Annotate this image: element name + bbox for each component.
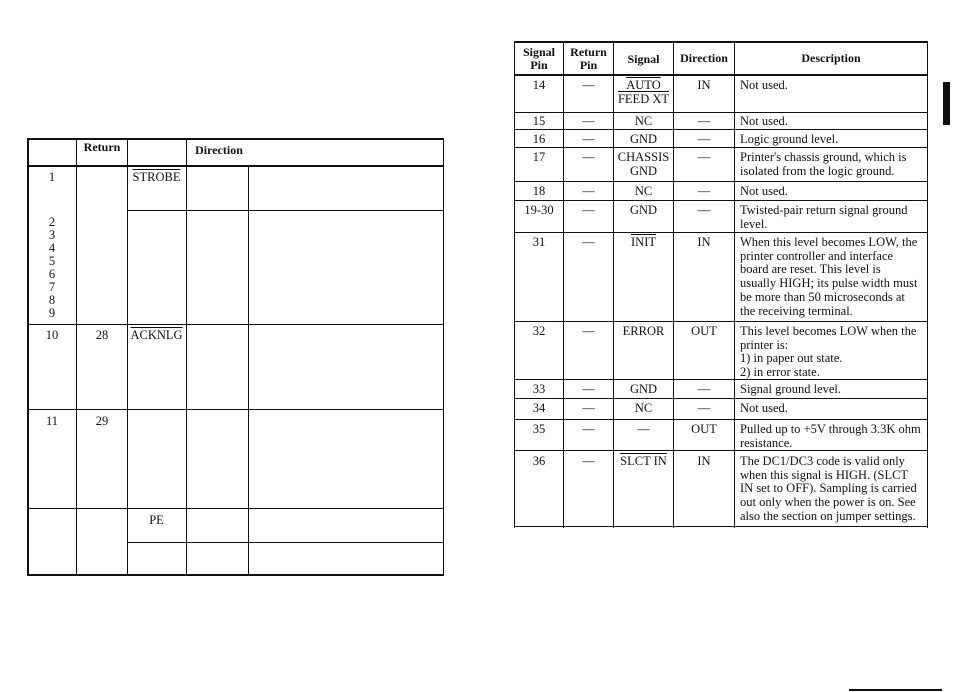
row-description-cell	[740, 383, 926, 397]
connector-pin-table	[514, 41, 928, 528]
description-line: Signal ground level.	[740, 382, 842, 396]
description-line: Not used.	[740, 184, 788, 198]
row-signal-cell	[614, 423, 673, 437]
description-line: resistance.	[740, 435, 793, 450]
footer-rule	[849, 689, 942, 691]
row-direction-cell: —	[697, 382, 711, 396]
row-description-cell	[740, 423, 926, 450]
row-pin-cell: 19-30	[524, 203, 554, 217]
row-description-cell	[740, 325, 926, 380]
row-signal-cell	[614, 402, 673, 416]
row-direction-cell: IN	[697, 454, 711, 468]
row-signal-cell	[614, 79, 673, 106]
signal-line: ERROR	[622, 324, 665, 338]
row-signal-cell	[614, 455, 673, 469]
header-signal: Signal	[627, 52, 660, 66]
description-line: the receiving terminal.	[740, 303, 853, 318]
row-pin-cell: 15	[532, 114, 546, 128]
signal-acknlg: ACKNLG	[130, 328, 183, 342]
signal-line: —	[637, 422, 650, 436]
row-pin-cell: 36	[532, 454, 546, 468]
description-line: When this level becomes LOW, the	[740, 235, 918, 249]
section-tab-marker	[943, 82, 950, 125]
signal-line: FEED XT	[617, 91, 670, 106]
signal-line: AUTO	[626, 78, 661, 92]
description-line: Not used.	[740, 401, 788, 415]
row-direction-cell: IN	[697, 235, 711, 249]
pin-4: 4	[48, 241, 56, 255]
pin-9: 9	[48, 306, 56, 320]
description-line: This level becomes LOW when the	[740, 324, 917, 338]
row-signal-cell	[614, 115, 673, 129]
signal-line: GND	[629, 132, 658, 146]
row-signal-cell	[614, 133, 673, 147]
signal-line: GND	[629, 382, 658, 396]
description-line: printer controller and interface	[740, 248, 894, 263]
signal-line: SLCT IN	[620, 454, 667, 468]
row-direction-cell: —	[697, 203, 711, 217]
description-line: isolated from the logic ground.	[740, 163, 895, 178]
header-description: Description	[801, 51, 861, 65]
row-pin-cell: 33	[532, 382, 546, 396]
row-return-cell: —	[582, 150, 595, 164]
description-line: be more than 50 microseconds at	[740, 289, 905, 304]
row-description-cell	[740, 455, 926, 524]
left-header-direction: Direction	[195, 143, 243, 157]
row-signal-cell	[614, 204, 673, 218]
row-direction-cell: —	[697, 184, 711, 198]
row-description-cell	[740, 402, 926, 416]
pin-6: 6	[48, 267, 56, 281]
pin-1: 1	[48, 170, 56, 184]
row-signal-cell	[614, 185, 673, 199]
description-line: out only when the power is on. See	[740, 495, 916, 510]
row-signal-cell	[614, 151, 673, 178]
row-return-cell: —	[582, 454, 595, 468]
return-28: 28	[95, 328, 109, 342]
description-line: Twisted-pair return signal ground	[740, 203, 908, 217]
return-29: 29	[95, 414, 109, 428]
row-return-cell: —	[582, 422, 595, 436]
row-description-cell	[740, 133, 926, 147]
signal-strobe: STROBE	[132, 170, 181, 184]
row-signal-cell	[614, 383, 673, 397]
signal-line: NC	[634, 184, 653, 198]
row-pin-cell: 17	[532, 150, 546, 164]
signal-line: GND	[629, 163, 658, 178]
description-line: Not used.	[740, 114, 788, 128]
pin-11: 11	[45, 414, 59, 428]
row-description-cell	[740, 79, 926, 93]
row-return-cell: —	[582, 132, 595, 146]
description-line: when this signal is HIGH. (SLCT	[740, 467, 909, 482]
pin-5: 5	[48, 254, 56, 268]
header-direction: Direction	[680, 51, 728, 65]
row-return-cell: —	[582, 401, 595, 415]
row-direction-cell: —	[697, 132, 711, 146]
row-description-cell	[740, 151, 926, 178]
row-direction-cell: —	[697, 401, 711, 415]
row-pin-cell: 18	[532, 184, 546, 198]
description-line: Pulled up to +5V through 3.3K ohm	[740, 422, 921, 436]
header-signal-pin: Signal Pin	[522, 45, 555, 72]
row-description-cell	[740, 115, 926, 129]
row-return-cell: —	[582, 324, 595, 338]
row-signal-cell	[614, 236, 673, 250]
signal-line: NC	[634, 401, 653, 415]
description-line: printer is:	[740, 337, 789, 352]
description-line: 1) in paper out state.	[740, 351, 843, 366]
description-line: The DC1/DC3 code is valid only	[740, 454, 905, 468]
description-line: board are reset. This level is	[740, 262, 881, 277]
row-return-cell: —	[582, 235, 595, 249]
pin-7: 7	[48, 280, 56, 294]
row-return-cell: —	[582, 184, 595, 198]
row-pin-cell: 35	[532, 422, 546, 436]
description-line: Printer's chassis ground, which is	[740, 150, 907, 164]
left-signal-table	[27, 138, 444, 576]
signal-line: NC	[634, 114, 653, 128]
row-direction-cell: OUT	[691, 324, 717, 338]
row-direction-cell: OUT	[691, 422, 717, 436]
row-return-cell: —	[582, 114, 595, 128]
row-return-cell: —	[582, 203, 595, 217]
description-line: IN set to OFF). Sampling is carried	[740, 481, 917, 496]
row-pin-cell: 14	[532, 78, 546, 92]
row-description-cell	[740, 185, 926, 199]
pin-10: 10	[45, 328, 59, 342]
pin-8: 8	[48, 293, 56, 307]
row-pin-cell: 31	[532, 235, 546, 249]
pin-3: 3	[48, 228, 56, 242]
left-header-return: Return	[83, 140, 121, 154]
row-signal-cell	[614, 325, 673, 339]
description-line: level.	[740, 216, 768, 231]
row-pin-cell: 16	[532, 132, 546, 146]
row-direction-cell: IN	[697, 78, 711, 92]
header-return-pin: Return Pin	[570, 45, 607, 72]
row-pin-cell: 34	[532, 401, 546, 415]
row-direction-cell: —	[697, 114, 711, 128]
row-return-cell: —	[582, 382, 595, 396]
description-line: 2) in error state.	[740, 365, 820, 380]
row-return-cell: —	[582, 78, 595, 92]
description-line: usually HIGH; its pulse width must	[740, 276, 918, 291]
signal-pe: PE	[149, 513, 164, 527]
row-description-cell	[740, 236, 926, 318]
description-line: Logic ground level.	[740, 132, 839, 146]
signal-line: INIT	[631, 235, 656, 249]
pin-2: 2	[48, 215, 56, 229]
description-line: Not used.	[740, 78, 788, 92]
signal-line: CHASSIS	[617, 150, 670, 164]
row-direction-cell: —	[697, 150, 711, 164]
signal-line: GND	[629, 203, 658, 217]
description-line: also the section on jumper settings.	[740, 508, 916, 523]
row-pin-cell: 32	[532, 324, 546, 338]
row-description-cell	[740, 204, 926, 231]
